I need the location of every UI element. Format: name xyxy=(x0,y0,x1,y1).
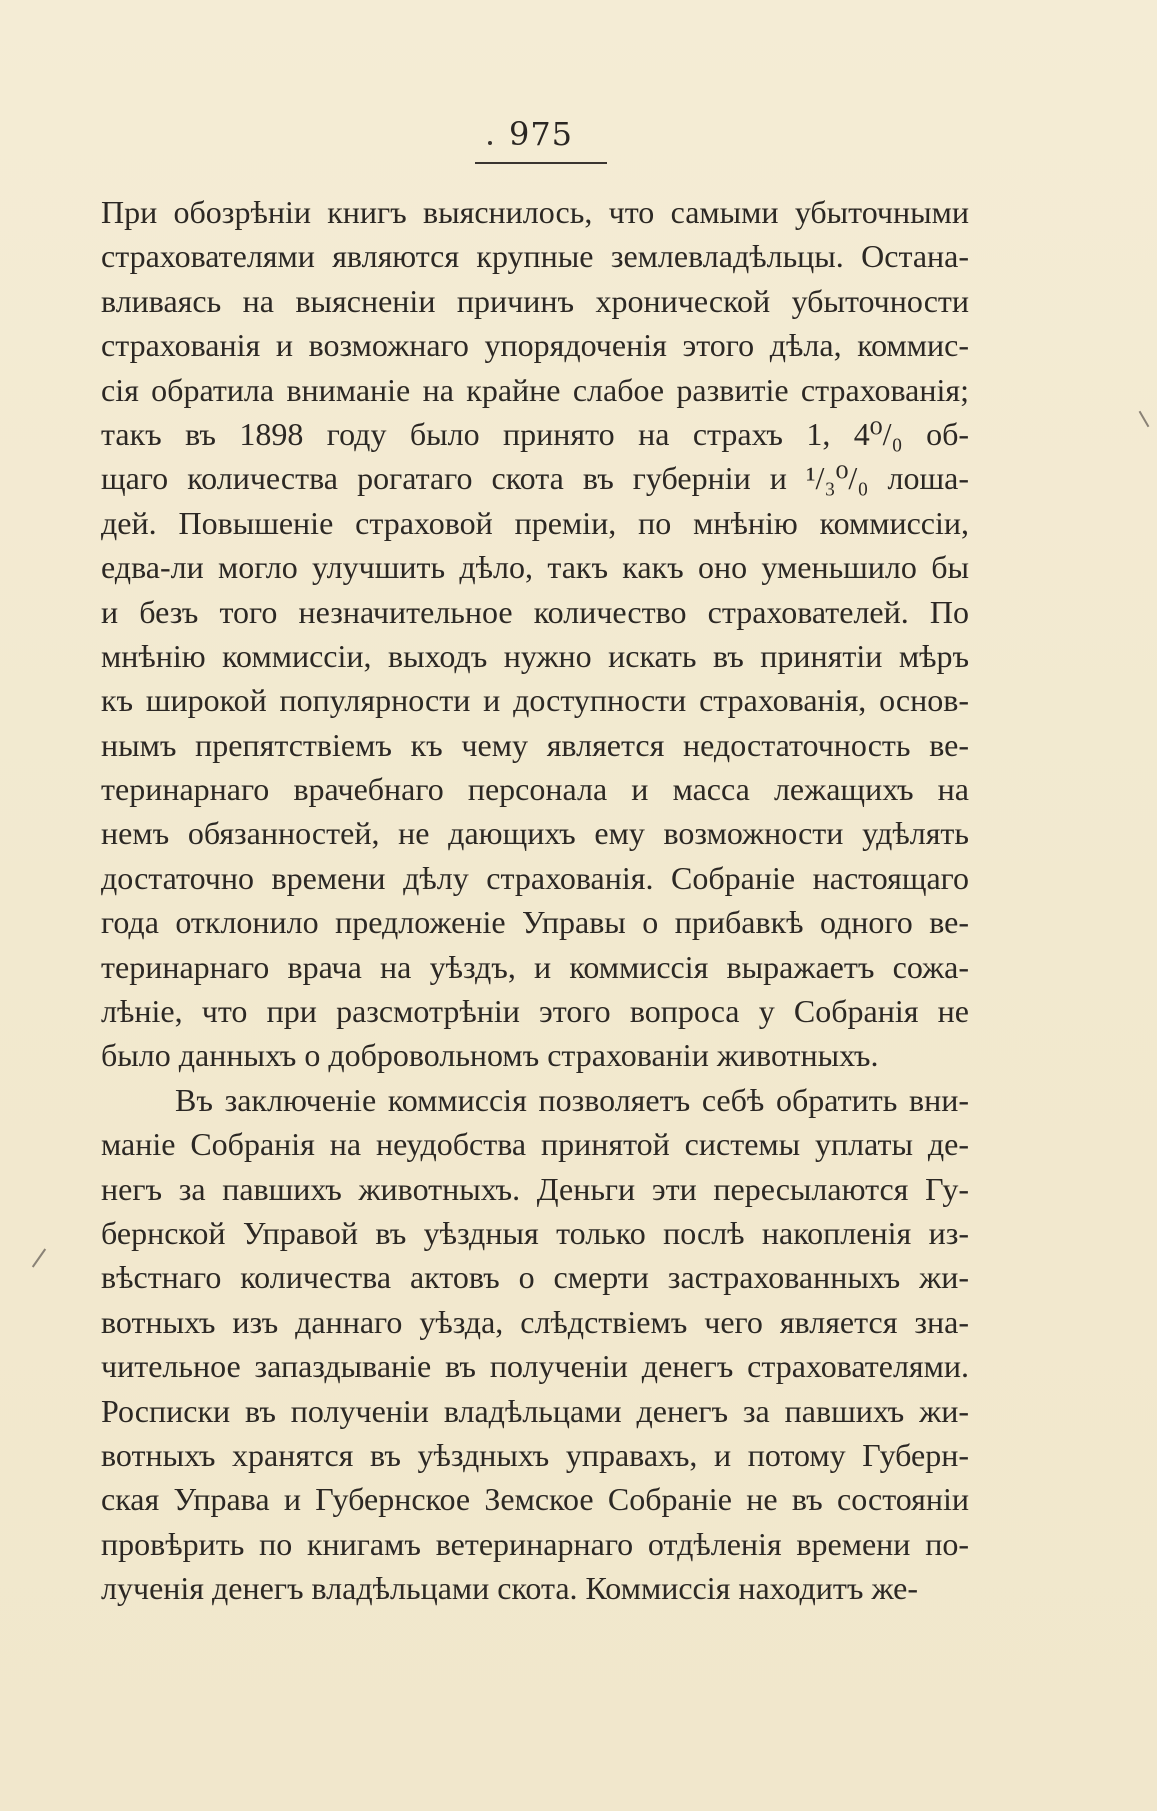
margin-tick-mark xyxy=(1139,411,1150,428)
text-line: вливаясь на выясненіи причинъ хронической убыточности xyxy=(101,282,969,319)
text-line: При обозрѣніи книгъ выяснилось, что самыми убыточными xyxy=(101,194,969,230)
text-line: немъ обязанностей, не дающихъ ему возможности удѣлять xyxy=(101,815,969,852)
text-line: вѣстнаго количества актовъ о смерти застрахованныхъ жи- xyxy=(101,1259,969,1296)
text-line: теринарнаго врачебнаго персонала и масса лежащихъ на xyxy=(101,771,969,808)
text-line: было данныхъ о добровольномъ страхованіи животныхъ. xyxy=(101,1037,879,1074)
text-line: и безъ того незначительное количество страхователей. По xyxy=(101,593,969,630)
text-line: вотныхъ хранятся въ уѣздныхъ управахъ, и потому Губерн- xyxy=(101,1436,969,1473)
header-rule xyxy=(475,162,607,164)
text-line: такъ въ 1898 году было принято на страхъ 1, 4⁰/₀ об- xyxy=(101,415,969,452)
text-line: сія обратила вниманіе на крайне слабое развитіе страхованія; xyxy=(101,371,969,408)
text-line: лѣніе, что при разсмотрѣніи этого вопроса у Собранія не xyxy=(101,993,969,1030)
text-line: нымъ препятствіемъ къ чему является недостаточность ве- xyxy=(101,726,969,763)
text-line: провѣрить по книгамъ ветеринарнаго отдѣленія времени по- xyxy=(101,1525,969,1562)
text-line: дей. Повышеніе страховой преміи, по мнѣнію коммиссіи, xyxy=(101,504,969,541)
text-line: достаточно времени дѣлу страхованія. Собраніе настоящаго xyxy=(101,859,969,896)
page-header xyxy=(475,115,607,164)
margin-slash-mark xyxy=(32,1248,46,1267)
text-line: года отклонило предложеніе Управы о прибавкѣ одного ве- xyxy=(101,904,969,941)
body-text xyxy=(101,190,969,1611)
text-line: чительное запаздываніе въ полученіи денегъ страхователями. xyxy=(101,1348,969,1385)
text-line: страхователями являются крупные землевладѣльцы. Остана- xyxy=(101,238,969,275)
text-line: маніе Собранія на неудобства принятой системы уплаты де- xyxy=(101,1126,969,1163)
text-line: негъ за павшихъ животныхъ. Деньги эти пересылаются Гу- xyxy=(101,1170,969,1207)
text-line: Въ заключеніе коммиссія позволяетъ себѣ обратить вни- xyxy=(175,1081,969,1118)
text-line: вотныхъ изъ даннаго уѣзда, слѣдствіемъ чего является зна- xyxy=(101,1303,969,1340)
text-line: Росписки въ полученіи владѣльцами денегъ за павшихъ жи- xyxy=(101,1392,969,1429)
text-line: ская Управа и Губернское Земское Собраніе не въ состояніи xyxy=(101,1481,969,1518)
text-line: щаго количества рогатаго скота въ губерніи и ¹/₃⁰/₀ лоша- xyxy=(101,460,969,497)
text-line: страхованія и возможнаго упорядоченія этого дѣла, коммис- xyxy=(101,327,969,364)
text-line: едва-ли могло улучшить дѣло, такъ какъ оно уменьшило бы xyxy=(101,549,969,586)
text-line: бернской Управой въ уѣздныя только послѣ накопленія из- xyxy=(101,1214,969,1251)
text-line: теринарнаго врача на уѣздъ, и коммиссія выражаетъ сожа- xyxy=(101,948,969,985)
text-line: къ широкой популярности и доступности страхованія, основ- xyxy=(101,682,969,719)
print-dot-mark xyxy=(488,141,492,145)
page-number: 975 xyxy=(508,115,574,153)
text-line: лученія денегъ владѣльцами скота. Коммиссія находитъ же- xyxy=(101,1570,918,1607)
text-line: мнѣнію коммиссіи, выходъ нужно искать въ принятіи мѣръ xyxy=(101,637,969,674)
